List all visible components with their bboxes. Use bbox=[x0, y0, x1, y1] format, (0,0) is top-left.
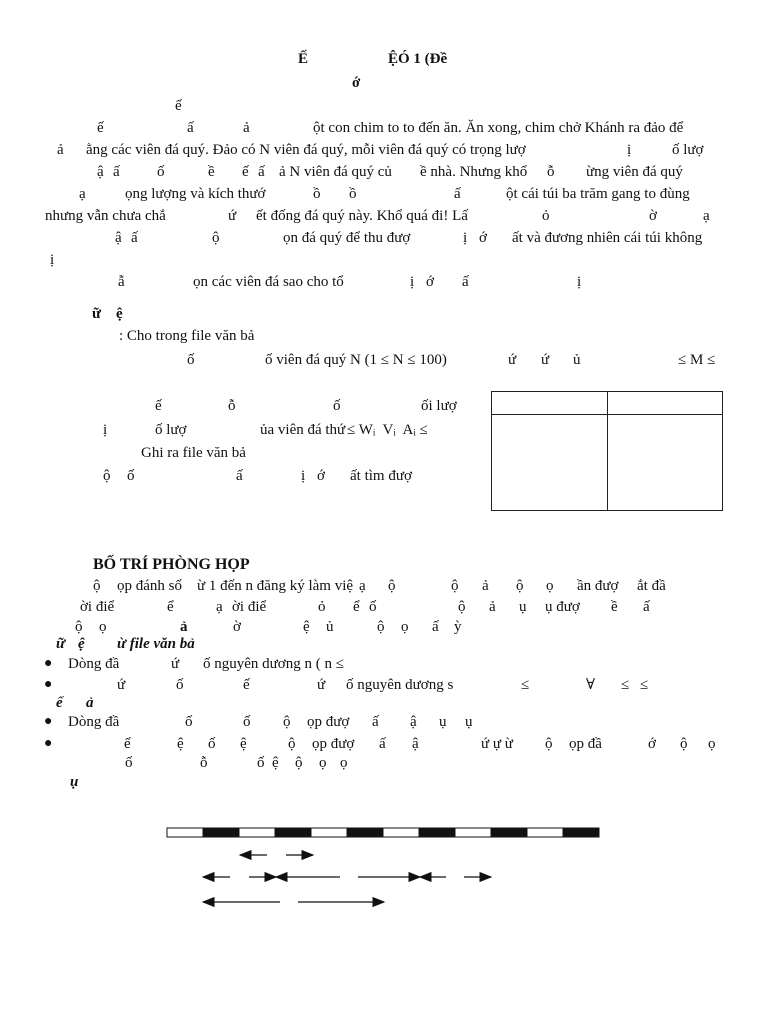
text-fragment: ạ bbox=[79, 186, 86, 202]
text-fragment: ∀ bbox=[586, 677, 596, 693]
text-fragment: ả bbox=[180, 619, 188, 635]
text-fragment: ề bbox=[611, 599, 618, 615]
text-fragment: ế bbox=[242, 164, 249, 180]
text-fragment: ụ bbox=[465, 714, 473, 730]
text-fragment: ố bbox=[369, 599, 377, 615]
text-fragment: : Cho trong file văn bả bbox=[119, 328, 255, 344]
text-fragment: ố nguyên dương s bbox=[346, 677, 454, 693]
text-fragment: ố bbox=[127, 468, 135, 484]
text-fragment: ấ bbox=[379, 736, 386, 752]
title-fragment: Ó 1 (Đề bbox=[398, 51, 448, 67]
timeline-segment bbox=[275, 828, 311, 837]
text-fragment: ộ bbox=[377, 619, 385, 635]
text-fragment: nhưng vẫn chưa chắ bbox=[45, 208, 166, 224]
text-fragment: ố bbox=[185, 714, 193, 730]
text-fragment: ị bbox=[301, 468, 306, 484]
text-fragment: ị bbox=[103, 422, 108, 438]
text-fragment: ứ bbox=[228, 208, 237, 224]
text-fragment: ấ bbox=[187, 120, 194, 136]
label-fragment: ệ bbox=[116, 306, 123, 322]
text-fragment: ời điể bbox=[80, 599, 115, 615]
text-fragment: ỗ bbox=[228, 398, 236, 414]
text-fragment: ộ bbox=[388, 578, 396, 594]
text-fragment: ụ bbox=[439, 714, 447, 730]
text-fragment: ọ bbox=[99, 619, 107, 635]
timeline-segment bbox=[167, 828, 203, 837]
timeline-segment bbox=[455, 828, 491, 837]
text-fragment: ọ bbox=[319, 755, 327, 771]
text-fragment: ị bbox=[627, 142, 632, 158]
text-fragment: ần đượ bbox=[577, 578, 619, 594]
text-fragment: ả bbox=[489, 599, 496, 615]
timeline-segment bbox=[419, 828, 455, 837]
text-fragment: ộ bbox=[451, 578, 459, 594]
text-fragment: ạ bbox=[703, 208, 710, 224]
text-fragment: ấ bbox=[258, 164, 265, 180]
text-fragment: ời điể bbox=[232, 599, 267, 615]
text-fragment: ị bbox=[410, 274, 415, 290]
text-fragment: ố bbox=[157, 164, 165, 180]
text-fragment: ủ bbox=[326, 619, 334, 635]
text-fragment: ớ bbox=[426, 274, 434, 290]
timeline-segment bbox=[203, 828, 239, 837]
timeline-arrows bbox=[203, 855, 491, 902]
text-fragment: ồ bbox=[349, 186, 357, 202]
text-fragment: ≤ bbox=[640, 677, 649, 693]
text-fragment: ộ bbox=[93, 578, 101, 594]
text-fragment: ọp đượ bbox=[312, 736, 355, 752]
text-fragment: ấ bbox=[236, 468, 243, 484]
text-fragment: ấ bbox=[643, 599, 650, 615]
text-fragment: ờ bbox=[649, 208, 657, 224]
text-fragment: ộ bbox=[545, 736, 553, 752]
text-fragment: ủ bbox=[573, 352, 581, 368]
text-fragment: ẫ bbox=[118, 274, 125, 290]
problem-2-example-label: ụ bbox=[70, 774, 79, 790]
text-fragment: ộ bbox=[295, 755, 303, 771]
text-fragment: ộ bbox=[103, 468, 111, 484]
problem-1-subtitle: ớ bbox=[352, 75, 361, 91]
text-fragment: ứ bbox=[117, 677, 126, 693]
text-fragment: ọp đượ bbox=[307, 714, 350, 730]
text-fragment: ọ bbox=[546, 578, 554, 594]
text-fragment: ố bbox=[208, 736, 216, 752]
title-fragment: Ế bbox=[298, 51, 309, 67]
text-fragment: ả bbox=[243, 120, 250, 136]
text-fragment: ộ bbox=[212, 230, 220, 246]
text-fragment: ố nguyên dương n ( n ≤ bbox=[203, 656, 344, 672]
text-fragment: ế bbox=[243, 677, 250, 693]
text-fragment: ạ bbox=[216, 599, 223, 615]
text-fragment: ệ bbox=[240, 736, 247, 752]
text-fragment: ứ bbox=[541, 352, 550, 368]
text-fragment: ộ bbox=[680, 736, 688, 752]
text-fragment: ố bbox=[125, 755, 133, 771]
text-fragment: ể bbox=[167, 599, 174, 615]
text-fragment: ấ bbox=[372, 714, 379, 730]
text-fragment: ọn đá quý để thu đượ bbox=[283, 230, 411, 246]
text-fragment: ứ bbox=[317, 677, 326, 693]
text-fragment: ế bbox=[155, 398, 162, 414]
text-fragment: ớ bbox=[479, 230, 487, 246]
text-fragment: ối lượ bbox=[421, 398, 457, 414]
text-fragment: ừng viên đá quý bbox=[586, 164, 683, 180]
text-fragment: ố lượ bbox=[672, 142, 704, 158]
text-fragment: ộ bbox=[283, 714, 291, 730]
bullet-icon: ● bbox=[44, 736, 53, 751]
text-fragment: ụ bbox=[519, 599, 527, 615]
timeline-segment bbox=[527, 828, 563, 837]
text-fragment: ớ bbox=[648, 736, 656, 752]
label-fragment: ả bbox=[86, 695, 94, 711]
text-fragment: ả bbox=[57, 142, 64, 158]
label-fragment: ữ bbox=[92, 306, 102, 322]
text-fragment: ệ bbox=[303, 619, 310, 635]
timeline-segment bbox=[347, 828, 383, 837]
text-fragment: ố bbox=[243, 714, 251, 730]
text-fragment: Dòng đầ bbox=[68, 714, 120, 730]
text-fragment: ọp đánh số bbox=[117, 578, 182, 594]
text-fragment: ể bbox=[124, 736, 131, 752]
text-fragment: ấ bbox=[454, 186, 461, 202]
text-fragment: Dòng đầ bbox=[68, 656, 120, 672]
text-fragment: ọ bbox=[708, 736, 716, 752]
problem-2-heading: BỐ TRÍ PHÒNG HỌP bbox=[93, 556, 250, 573]
text-fragment: ỏ bbox=[542, 208, 550, 224]
text-fragment: ấ bbox=[113, 164, 120, 180]
bullet-icon: ● bbox=[44, 677, 53, 692]
timeline-segment bbox=[239, 828, 275, 837]
text-fragment: ị bbox=[577, 274, 582, 290]
text-fragment: ấ bbox=[131, 230, 138, 246]
text-fragment: ề nhà. Nhưng khổ bbox=[420, 164, 528, 180]
text-fragment: Ghi ra file văn bả bbox=[141, 445, 246, 461]
text-fragment: ằng các viên đá quý. Đảo có N viên đá quý, mỗi viên đá quý có trọng lượ bbox=[86, 142, 526, 158]
text-fragment: ộ bbox=[288, 736, 296, 752]
text-fragment: ệ bbox=[272, 755, 279, 771]
text-fragment: ọng lượng và kích thướ bbox=[125, 186, 266, 202]
text-fragment: ạ bbox=[359, 578, 366, 594]
text-fragment: ệ bbox=[177, 736, 184, 752]
text-fragment: ố lượ bbox=[155, 422, 187, 438]
text-fragment: ố bbox=[176, 677, 184, 693]
text-fragment: ậ bbox=[412, 736, 419, 752]
text-fragment: ọ bbox=[340, 755, 348, 771]
text-fragment: ề bbox=[208, 164, 215, 180]
text-fragment: ột con chim to to đến ăn. Ăn xong, chim chở Khánh ra đảo để bbox=[313, 120, 684, 136]
timeline-bar bbox=[167, 828, 599, 837]
text-fragment: ờ bbox=[233, 619, 241, 635]
bullet-icon: ● bbox=[44, 714, 53, 729]
text-fragment: ị bbox=[463, 230, 468, 246]
text-fragment: ả N viên đá quý củ bbox=[279, 164, 392, 180]
text-fragment: ồ bbox=[313, 186, 321, 202]
text-fragment: ≤ M ≤ bbox=[678, 352, 716, 368]
label-fragment: ữ bbox=[56, 636, 65, 652]
text-fragment: ọp đầ bbox=[569, 736, 602, 752]
text-fragment: ố bbox=[257, 755, 265, 771]
text-fragment: ậ bbox=[97, 164, 104, 180]
text-fragment: ớ bbox=[317, 468, 325, 484]
text-fragment: ≤ bbox=[521, 677, 530, 693]
text-fragment: ọn các viên đá sao cho tổ bbox=[193, 274, 344, 290]
bullet-icon: ● bbox=[44, 656, 53, 671]
text-fragment: ố bbox=[187, 352, 195, 368]
text-fragment: ố viên đá quý N (1 ≤ N ≤ 100) bbox=[265, 352, 447, 368]
text-fragment: ắt đầ bbox=[637, 578, 666, 594]
text-fragment: ị bbox=[50, 252, 55, 268]
text-fragment: ế bbox=[175, 98, 182, 114]
timeline-segment bbox=[563, 828, 599, 837]
text-fragment: ộ bbox=[516, 578, 524, 594]
title-fragment: Ệ bbox=[388, 51, 399, 67]
text-fragment: ậ bbox=[115, 230, 122, 246]
text-fragment: ọ bbox=[401, 619, 409, 635]
text-fragment: ấ bbox=[462, 274, 469, 290]
text-fragment: ụ đượ bbox=[545, 599, 580, 615]
text-fragment: ộ bbox=[75, 619, 83, 635]
text-fragment: ỳ bbox=[454, 619, 462, 635]
text-fragment: ộ bbox=[458, 599, 466, 615]
text-fragment: ỏ bbox=[318, 599, 326, 615]
label-fragment: ừ file văn bả bbox=[117, 636, 195, 652]
text-fragment: ậ bbox=[410, 714, 417, 730]
text-fragment: ỗ bbox=[200, 755, 208, 771]
text-fragment: ột cái túi ba trăm gang to đùng bbox=[506, 186, 690, 202]
timeline-segment bbox=[311, 828, 347, 837]
text-fragment: ể bbox=[353, 599, 360, 615]
text-fragment: ứ ự ừ bbox=[481, 736, 513, 752]
text-fragment: ấ bbox=[432, 619, 439, 635]
text-fragment: ỗ bbox=[547, 164, 555, 180]
label-fragment: ệ bbox=[78, 636, 85, 652]
text-fragment: ủa viên đá thứ bbox=[260, 422, 346, 438]
text-fragment: ế bbox=[97, 120, 104, 136]
text-fragment: ≤ Wᵢ Vᵢ Aᵢ ≤ bbox=[347, 422, 428, 438]
text-fragment: ết đống đá quý này. Khổ quá đi! Lấ bbox=[256, 208, 468, 224]
text-fragment: ả bbox=[482, 578, 489, 594]
text-fragment: ≤ bbox=[621, 677, 630, 693]
text-fragment: ất tìm đượ bbox=[350, 468, 412, 484]
timeline-segment bbox=[383, 828, 419, 837]
text-fragment: ứ bbox=[171, 656, 180, 672]
text-fragment: ứ bbox=[508, 352, 517, 368]
timeline-segment bbox=[491, 828, 527, 837]
text-fragment: ố bbox=[333, 398, 341, 414]
text-fragment: ất và đương nhiên cái túi không bbox=[512, 230, 703, 246]
text-fragment: ừ 1 đến n đăng ký làm việ bbox=[197, 578, 354, 594]
label-fragment: ế bbox=[56, 695, 63, 711]
